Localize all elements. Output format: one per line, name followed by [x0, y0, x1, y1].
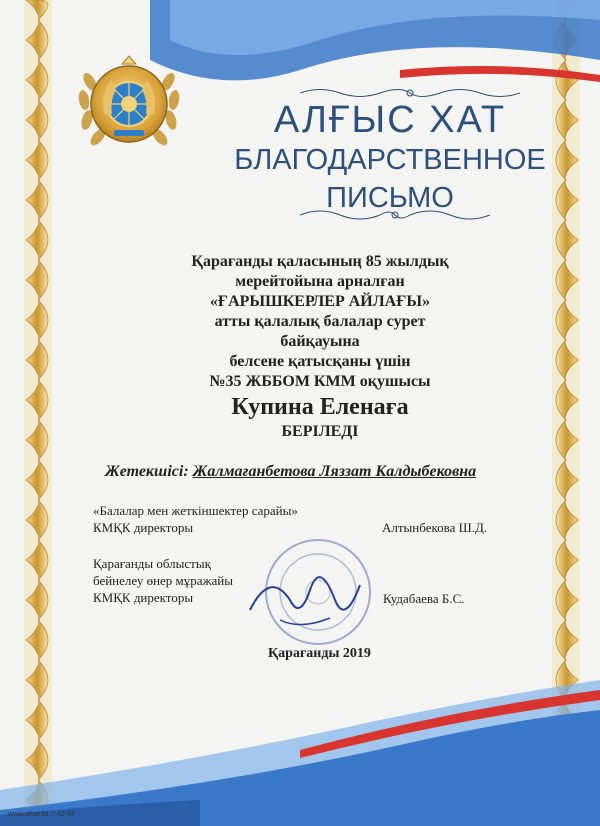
city-year: Қарағанды 2019 [268, 646, 371, 661]
signatory-2-line: Қарағанды облыстық [93, 556, 211, 571]
body-line: атты қалалық балалар сурет [214, 313, 426, 330]
signatory-2-line: КМҚК директоры [93, 590, 194, 605]
title-ornament-top [300, 86, 520, 100]
certificate-body [130, 252, 510, 442]
body-line: «ҒАРЫШКЕРЛЕР АЙЛАҒЫ» [209, 293, 431, 310]
signatory-1-org: «Балалар мен жеткіншектер сарайы» [93, 503, 298, 518]
awarded-label: БЕРІЛЕДІ [281, 423, 359, 440]
mentor-name: Жалмағанбетова Ляззат Калдыбековна [192, 463, 477, 480]
certificate-title [200, 100, 580, 214]
signatory-2-title [93, 555, 233, 606]
body-line: Қарағанды қаласының 85 жылдық [191, 253, 449, 270]
signatory-2-name: Кудабаева Б.С. [383, 591, 465, 606]
signatory-1-name: Алтынбекова Ш.Д. [382, 520, 488, 535]
mentor-line [105, 463, 476, 481]
title-kazakh: АЛҒЫС ХАТ [273, 99, 507, 141]
footer-contact: www.alhat.kz 7-42-64 [8, 811, 75, 818]
student-name: Купина Еленаға [231, 394, 409, 420]
body-line: белсене қатысқаны үшін [229, 353, 411, 370]
mentor-label: Жетекшісі: [105, 463, 189, 480]
bottom-wave-decoration [0, 640, 600, 826]
signatory-2-line: бейнелеу өнер мұражайы [93, 573, 233, 588]
stamp-icon [240, 530, 380, 660]
title-russian-line1: БЛАГОДАРСТВЕННОЕ [234, 144, 546, 176]
title-russian-line2: ПИСЬМО [326, 182, 454, 214]
body-line: мерейтойына арналған [235, 273, 405, 290]
body-line: байқауына [280, 333, 360, 350]
state-emblem-icon [70, 42, 188, 160]
body-line: №35 ЖББОМ КММ оқушысы [209, 373, 431, 390]
signatory-1-position: КМҚК директоры [93, 520, 194, 535]
title-ornament-bottom [300, 205, 490, 225]
